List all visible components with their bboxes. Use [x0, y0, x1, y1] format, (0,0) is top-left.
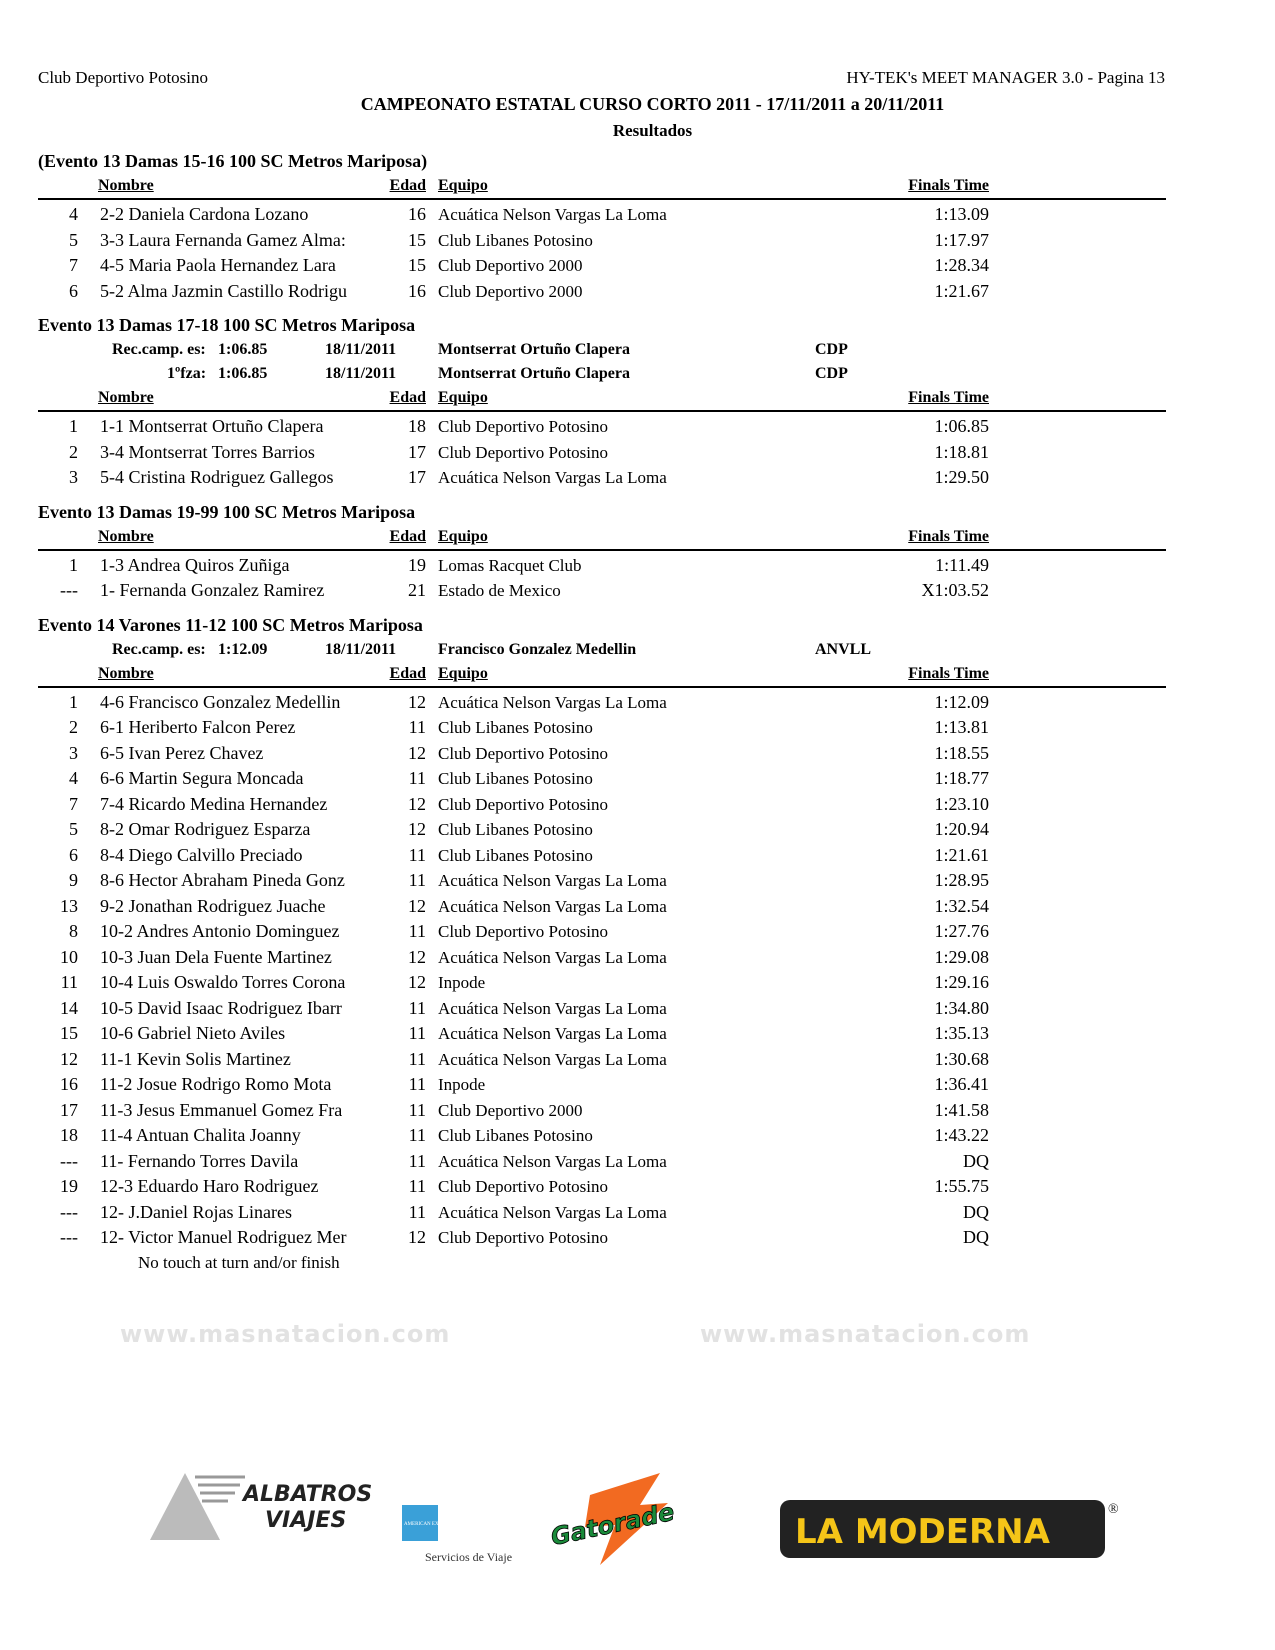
finals-time: 1:30.68: [934, 1048, 989, 1069]
age: 11: [408, 1023, 426, 1043]
team: Club Deportivo Potosino: [438, 743, 609, 763]
dq-note: No touch at turn and/or finish: [138, 1252, 340, 1272]
team: Club Libanes Potosino: [438, 718, 593, 737]
table-row: [38, 741, 1166, 767]
svg-text:LA MODERNA: LA MODERNA: [795, 1512, 1050, 1552]
column-header: [38, 386, 1166, 412]
team: Club Libanes Potosino: [438, 820, 593, 839]
finals-time: 1:06.85: [934, 416, 989, 436]
age: 16: [408, 204, 426, 224]
team: Acuática Nelson Vargas La Loma: [438, 998, 667, 1018]
swimmer-name: 5-4 Cristina Rodriguez Gallegos: [100, 467, 334, 487]
finals-time: 1:34.80: [934, 997, 989, 1018]
age: 21: [408, 580, 426, 600]
table-row: [38, 202, 1166, 228]
swimmer-name: 3-4 Montserrat Torres Barrios: [100, 441, 315, 462]
team: Acuática Nelson Vargas La Loma: [438, 1151, 667, 1171]
team: Inpode: [438, 973, 486, 992]
finals-time: 1:18.77: [934, 768, 989, 788]
finals-time: DQ: [963, 1150, 989, 1171]
finals-time: 1:29.16: [934, 972, 989, 992]
place: 19: [60, 1176, 78, 1196]
place: 2: [69, 717, 78, 737]
col-age: Edad: [389, 527, 426, 545]
results-content: [38, 148, 1166, 1275]
column-header: [38, 174, 1166, 200]
table-row: [38, 792, 1166, 818]
col-age: Edad: [389, 389, 426, 406]
age: 11: [408, 870, 426, 890]
place: ---: [60, 1227, 78, 1247]
place: 7: [69, 255, 78, 275]
table-row: [38, 690, 1166, 716]
team: Acuática Nelson Vargas La Loma: [438, 692, 667, 712]
software-page-label: HY-TEK's MEET MANAGER 3.0 - Pagina 13: [846, 68, 1165, 87]
age: 15: [408, 229, 426, 250]
swimmer-name: 6-6 Martin Segura Moncada: [100, 768, 304, 788]
table-row: [38, 996, 1166, 1022]
table-row: [38, 894, 1166, 920]
swimmer-name: 6-1 Heriberto Falcon Perez: [100, 717, 296, 737]
record-holder: Francisco Gonzalez Medellin: [438, 640, 637, 658]
table-row: [38, 553, 1166, 579]
age: 11: [408, 1074, 426, 1094]
table-row: [38, 1174, 1166, 1200]
team: Inpode: [438, 1075, 486, 1094]
swimmer-name: 11-2 Josue Rodrigo Romo Mota: [100, 1074, 332, 1094]
finals-time: 1:28.34: [934, 255, 989, 275]
team: Club Deportivo Potosino: [438, 922, 609, 941]
table-row: [38, 970, 1166, 996]
place: ---: [60, 1150, 78, 1171]
col-team: Equipo: [438, 664, 488, 682]
place: 13: [60, 895, 78, 916]
col-time: Finals Time: [908, 389, 989, 406]
finals-time: 1:13.81: [934, 717, 989, 737]
place: 12: [60, 1048, 78, 1069]
table-row: [38, 945, 1166, 971]
team: Club Deportivo Potosino: [438, 417, 609, 436]
results-subtitle: Resultados: [612, 121, 693, 140]
place: 18: [60, 1125, 78, 1145]
swimmer-name: 11-4 Antuan Chalita Joanny: [100, 1125, 301, 1145]
finals-time: 1:32.54: [934, 895, 989, 916]
team: Acuática Nelson Vargas La Loma: [438, 871, 667, 890]
team: Club Deportivo Potosino: [438, 1177, 609, 1196]
table-row: [38, 578, 1166, 604]
place: 3: [69, 742, 78, 763]
swimmer-name: 3-3 Laura Fernanda Gamez Alma:: [100, 229, 346, 250]
swimmer-name: 4-6 Francisco Gonzalez Medellin: [100, 691, 341, 712]
table-row: [38, 1225, 1166, 1251]
record-label: 1ºfza:: [167, 365, 207, 382]
place: 10: [60, 946, 78, 967]
age: 17: [408, 467, 426, 487]
table-row: [38, 868, 1166, 894]
swimmer-name: 8-2 Omar Rodriguez Esparza: [100, 819, 311, 839]
svg-text:Gatorade: Gatorade: [548, 1497, 677, 1552]
swimmer-name: 1-1 Montserrat Ortuño Clapera: [100, 416, 324, 436]
record-holder: Montserrat Ortuño Clapera: [438, 341, 630, 358]
swimmer-name: 2-2 Daniela Cardona Lozano: [100, 204, 309, 224]
place: 4: [69, 204, 78, 224]
finals-time: 1:18.81: [934, 441, 989, 462]
place: 8: [69, 921, 78, 941]
table-row: [38, 279, 1166, 305]
swimmer-name: 10-3 Juan Dela Fuente Martinez: [100, 946, 332, 967]
sponsor-logos: [0, 1465, 1275, 1575]
event-title: Evento 13 Damas 17-18 100 SC Metros Mariposa: [38, 315, 416, 335]
club-name: Club Deportivo Potosino: [38, 68, 209, 87]
team: Acuática Nelson Vargas La Loma: [438, 205, 667, 224]
age: 11: [408, 1150, 426, 1171]
team: Acuática Nelson Vargas La Loma: [438, 947, 667, 967]
table-row: [38, 1200, 1166, 1226]
swimmer-name: 6-5 Ivan Perez Chavez: [100, 742, 264, 763]
team: Club Libanes Potosino: [438, 1126, 593, 1145]
age: 11: [408, 1201, 426, 1222]
table-row: [38, 1123, 1166, 1149]
place: 3: [69, 467, 78, 487]
age: 11: [408, 1176, 426, 1196]
svg-text:VIAJES: VIAJES: [265, 1508, 347, 1533]
la-moderna-logo: [780, 1500, 1119, 1558]
place: 1: [69, 691, 78, 712]
place: 1: [69, 416, 78, 436]
swimmer-name: 10-5 David Isaac Rodriguez Ibarr: [100, 997, 342, 1018]
age: 11: [408, 1048, 426, 1069]
event-title: (Evento 13 Damas 15-16 100 SC Metros Mariposa): [38, 151, 428, 171]
col-age: Edad: [389, 177, 426, 194]
meet-title: CAMPEONATO ESTATAL CURSO CORTO 2011 - 17/11/2011 a 20/11/2011: [360, 94, 945, 114]
swimmer-name: 11-3 Jesus Emmanuel Gomez Fra: [100, 1099, 343, 1120]
finals-time: 1:13.09: [934, 204, 989, 224]
place: 16: [60, 1074, 78, 1094]
finals-time: 1:36.41: [934, 1074, 989, 1094]
col-name: Nombre: [98, 177, 154, 194]
place: 7: [69, 793, 78, 814]
age: 11: [408, 1099, 426, 1120]
age: 12: [408, 742, 426, 763]
finals-time: DQ: [963, 1201, 989, 1222]
col-time: Finals Time: [908, 664, 989, 682]
age: 19: [408, 554, 426, 575]
team: Club Libanes Potosino: [438, 230, 593, 250]
record-team: CDP: [815, 365, 848, 382]
table-row: [38, 715, 1166, 741]
record-label: Rec.camp. es:: [112, 640, 206, 658]
table-row: [38, 1098, 1166, 1124]
column-header: [38, 662, 1166, 688]
age: 12: [408, 972, 426, 992]
record-time: 1:06.85: [218, 341, 268, 358]
finals-time: 1:43.22: [934, 1125, 989, 1145]
swimmer-name: 8-4 Diego Calvillo Preciado: [100, 844, 303, 865]
team: Club Libanes Potosino: [438, 769, 593, 788]
finals-time: 1:27.76: [934, 921, 989, 941]
team: Club Deportivo Potosino: [438, 794, 609, 814]
team: Acuática Nelson Vargas La Loma: [438, 896, 667, 916]
col-team: Equipo: [438, 177, 488, 194]
event-title: Evento 14 Varones 11-12 100 SC Metros Mariposa: [38, 614, 423, 635]
swimmer-name: 1- Fernanda Gonzalez Ramirez: [100, 580, 325, 600]
team: Club Libanes Potosino: [438, 845, 593, 865]
swimmer-name: 9-2 Jonathan Rodriguez Juache: [100, 895, 326, 916]
place: 11: [60, 972, 78, 992]
table-row: [38, 414, 1166, 440]
record-team: CDP: [815, 341, 848, 358]
swimmer-name: 7-4 Ricardo Medina Hernandez: [100, 793, 328, 814]
col-name: Nombre: [98, 389, 154, 406]
age: 15: [408, 255, 426, 275]
place: 9: [69, 870, 78, 890]
record-line: [38, 338, 1166, 362]
team: Club Deportivo 2000: [438, 281, 583, 301]
team: Acuática Nelson Vargas La Loma: [438, 1049, 667, 1069]
place: 14: [60, 997, 78, 1018]
watermark: www.masnatacion.com: [700, 1320, 1031, 1348]
svg-text:®: ®: [1108, 1502, 1119, 1517]
record-holder: Montserrat Ortuño Clapera: [438, 365, 630, 382]
team: Acuática Nelson Vargas La Loma: [438, 468, 667, 487]
record-date: 18/11/2011: [325, 365, 397, 382]
swimmer-name: 10-2 Andres Antonio Dominguez: [100, 921, 340, 941]
age: 11: [408, 1125, 426, 1145]
table-row: [38, 1072, 1166, 1098]
col-team: Equipo: [438, 527, 488, 545]
table-row: [38, 1021, 1166, 1047]
swimmer-name: 12-3 Eduardo Haro Rodriguez: [100, 1176, 319, 1196]
place: 5: [69, 819, 78, 839]
place: 1: [69, 554, 78, 575]
age: 12: [408, 895, 426, 916]
record-line: [38, 638, 1166, 662]
finals-time: 1:35.13: [934, 1023, 989, 1043]
finals-time: 1:18.55: [934, 742, 989, 763]
svg-text:AMERICAN EXPRESS: AMERICAN EXPRESS: [404, 1522, 454, 1527]
record-team: ANVLL: [815, 640, 872, 658]
team: Estado de Mexico: [438, 581, 561, 600]
finals-time: 1:17.97: [934, 229, 989, 250]
swimmer-name: 11- Fernando Torres Davila: [100, 1150, 299, 1171]
swimmer-name: 8-6 Hector Abraham Pineda Gonz: [100, 870, 345, 890]
record-time: 1:06.85: [218, 365, 268, 382]
age: 16: [408, 280, 426, 301]
table-row: [38, 817, 1166, 843]
watermark: www.masnatacion.com: [120, 1320, 451, 1348]
table-row: [38, 440, 1166, 466]
place: 2: [69, 441, 78, 462]
finals-time: 1:41.58: [934, 1099, 989, 1120]
swimmer-name: 10-6 Gabriel Nieto Aviles: [100, 1023, 286, 1043]
col-team: Equipo: [438, 389, 488, 406]
sponsor-logos-graphic: [0, 1465, 1275, 1575]
age: 12: [408, 946, 426, 967]
place: ---: [60, 1201, 78, 1222]
record-label: Rec.camp. es:: [112, 341, 206, 358]
age: 12: [408, 691, 426, 712]
place: 17: [60, 1099, 78, 1120]
finals-time: 1:12.09: [934, 691, 989, 712]
age: 11: [408, 768, 426, 788]
col-time: Finals Time: [908, 527, 989, 545]
table-row: [38, 228, 1166, 254]
table-row: [38, 766, 1166, 792]
finals-time: DQ: [963, 1227, 989, 1247]
table-row: [38, 1047, 1166, 1073]
age: 11: [408, 717, 426, 737]
swimmer-name: 4-5 Maria Paola Hernandez Lara: [100, 255, 336, 275]
albatros-logo: [150, 1473, 512, 1564]
col-age: Edad: [389, 664, 426, 682]
swimmer-name: 12- J.Daniel Rojas Linares: [100, 1201, 292, 1222]
svg-text:ALBATROS: ALBATROS: [243, 1482, 373, 1507]
table-row: [38, 919, 1166, 945]
table-row: [38, 843, 1166, 869]
team: Lomas Racquet Club: [438, 555, 582, 575]
age: 12: [408, 793, 426, 814]
page-header: [38, 68, 1165, 90]
svg-text:Servicios de Viaje: Servicios de Viaje: [425, 1550, 513, 1564]
col-name: Nombre: [98, 664, 154, 682]
finals-time: 1:21.61: [934, 844, 989, 865]
finals-time: 1:29.08: [934, 946, 989, 967]
age: 17: [408, 441, 426, 462]
place: 15: [60, 1023, 78, 1043]
place: 4: [69, 768, 78, 788]
age: 11: [408, 997, 426, 1018]
col-time: Finals Time: [908, 177, 989, 194]
team: Acuática Nelson Vargas La Loma: [438, 1024, 667, 1043]
column-header: [38, 525, 1166, 551]
table-row: [38, 1149, 1166, 1175]
team: Club Deportivo 2000: [438, 256, 583, 275]
swimmer-name: 5-2 Alma Jazmin Castillo Rodrigu: [100, 280, 347, 301]
finals-time: 1:11.49: [935, 554, 989, 575]
age: 12: [408, 819, 426, 839]
table-row: [38, 465, 1166, 491]
record-date: 18/11/2011: [325, 640, 397, 658]
swimmer-name: 1-3 Andrea Quiros Zuñiga: [100, 554, 290, 575]
gatorade-logo: [548, 1473, 676, 1565]
age: 11: [408, 921, 426, 941]
record-date: 18/11/2011: [325, 341, 397, 358]
finals-time: 1:55.75: [934, 1176, 989, 1196]
team: Club Deportivo Potosino: [438, 442, 609, 462]
table-row: [38, 253, 1166, 279]
finals-time: 1:23.10: [934, 793, 989, 814]
team: Club Deportivo Potosino: [438, 1228, 609, 1247]
team: Club Deportivo 2000: [438, 1100, 583, 1120]
finals-time: X1:03.52: [921, 580, 989, 600]
place: 5: [69, 229, 78, 250]
place: 6: [69, 844, 78, 865]
place: ---: [60, 580, 78, 600]
swimmer-name: 11-1 Kevin Solis Martinez: [100, 1048, 291, 1069]
place: 6: [69, 280, 78, 301]
col-name: Nombre: [98, 527, 154, 545]
age: 11: [408, 844, 426, 865]
record-time: 1:12.09: [218, 640, 268, 658]
swimmer-name: 10-4 Luis Oswaldo Torres Corona: [100, 972, 346, 992]
event-title: Evento 13 Damas 19-99 100 SC Metros Mariposa: [38, 501, 416, 522]
age: 18: [408, 416, 426, 436]
finals-time: 1:21.67: [934, 280, 989, 301]
finals-time: 1:20.94: [934, 819, 989, 839]
record-line: [38, 362, 1166, 386]
team: Acuática Nelson Vargas La Loma: [438, 1202, 667, 1222]
finals-time: 1:29.50: [934, 467, 989, 487]
swimmer-name: 12- Victor Manuel Rodriguez Mer: [100, 1227, 347, 1247]
finals-time: 1:28.95: [934, 870, 989, 890]
age: 12: [408, 1227, 426, 1247]
